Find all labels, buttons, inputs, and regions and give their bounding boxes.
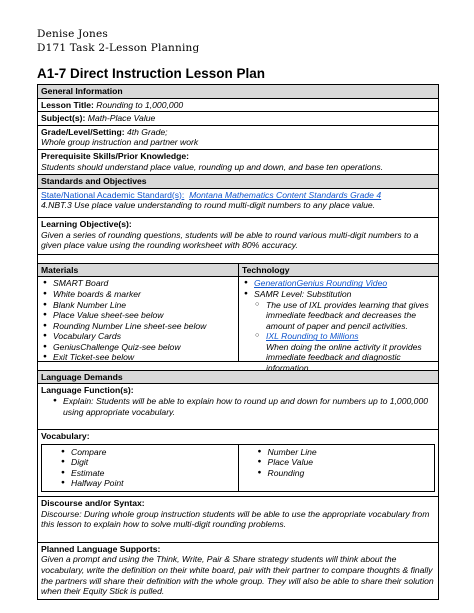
materials-technology-section [38,263,438,374]
list-item [242,278,435,289]
subject-value: Math-Place Value [87,113,156,124]
objective-label: Learning Objective(s): [41,218,132,229]
list-item: ● Vocabulary Cards [41,331,235,342]
list-item: ● Number Line [256,447,432,458]
vocabulary-label: Vocabulary: [41,431,90,442]
supports-row [38,543,438,599]
list-item: ● Digit [59,457,235,468]
language-function-list [51,396,435,417]
prereq-value: Students should understand place value, rounding up and down, and base ten operations. [41,161,384,172]
language-function-row [38,384,438,430]
vocabulary-left [42,445,239,491]
list-item: ● Halfway Point [59,478,235,489]
list-item: ● SMART Board [41,278,235,289]
list-item: ● Place Value sheet-see below [41,310,235,321]
vocabulary-table [41,444,435,492]
ixl-rounding-link[interactable]: IXL Rounding to Millions [266,331,359,342]
lesson-title-value: Rounding to 1,000,000 [96,99,184,110]
lesson-title-row [38,99,438,113]
language-function-label: Language Function(s): [41,385,134,396]
language-demands-header: Language Demands [38,370,438,385]
lesson-title-label: Lesson Title: [41,99,94,110]
list-item: ● Explain: Students will be able to explain how to round up and down for numbers up to 1,000,000 using appropriate vocabulary. [51,396,435,417]
vocabulary-row [38,430,438,497]
technology-column [239,264,438,374]
standards-row [38,189,438,218]
prereq-row [38,150,438,175]
list-item: immediate feedback and diagnostic information. [266,352,401,374]
list-item: immediate feedback and decreases the [266,310,417,321]
page-title: A1-7 Direct Instruction Lesson Plan [37,66,266,81]
objective-text: Given a series of rounding questions, students will be able to round various multi-digit numbers to a given place value using the rounding worksheet with 80% accuracy. [41,229,419,251]
list-item: ● White boards & marker [41,289,235,300]
discourse-label: Discourse and/or Syntax: [41,498,145,509]
prereq-label: Prerequisite Skills/Prior Knowledge: [41,150,190,161]
vocabulary-right [239,445,435,491]
discourse-text: Discourse: During whole group instruction students will be able to use the appropriate vocabulary from this lesson to explain how to solve multi-digit rounding problems. [41,508,430,530]
list-item: amount of paper and pencil activities. [266,320,408,331]
standards-header: Standards and Objectives [38,175,438,189]
list-item: ● Compare [59,447,235,458]
list-item: ● Rounding Number Line sheet-see below [41,321,235,332]
materials-header: Materials [38,264,238,278]
standard-text: 4.NBT.3 Use place value understanding to round multi-digit numbers to any place value. [41,200,376,211]
task-name: D171 Task 2-Lesson Planning [37,42,200,54]
list-item: ● Rounding [256,468,432,479]
list-item [242,331,435,342]
grade-label: Grade/Level/Setting: [41,126,125,137]
montana-standards-link[interactable]: Montana Mathematics Content Standards Grade 4 [189,189,382,200]
discourse-row [38,497,438,543]
grade-row [38,126,438,150]
standards-label-link[interactable]: State/National Academic Standard(s): [41,189,185,200]
list-item: ● Estimate [59,468,235,479]
list-item: ● SAMR Level: Substitution [242,289,435,300]
materials-column [38,264,239,361]
list-item: ○ The use of IXL provides learning that gives [242,300,435,311]
author-name: Denise Jones [37,28,108,40]
general-info-header: General Information [38,85,438,99]
supports-text: Given a prompt and using the Think, Write, Pair & Share strategy students will think about the vocabulary, write the definition on their white board, pair with their partner to compare thoughts & finally the partners will share their definition with the whole group. They will also be able to share their solution when their Equity Stick is pulled. [41,554,434,597]
objective-row [38,218,438,255]
lesson-plan-table [37,84,439,600]
generation-genius-link[interactable]: GenerationGenius Rounding Video [254,278,388,289]
list-item: ● Exit Ticket-see below [41,352,235,363]
subject-row [38,112,438,126]
list-item: When doing the online activity it provides [266,341,422,352]
list-item: ● Blank Number Line [41,300,235,311]
list-item: ● GeniusChallenge Quiz-see below [41,342,235,353]
technology-header: Technology [239,264,438,278]
subject-label: Subject(s): [41,113,86,124]
technology-list [239,277,438,374]
list-item: ● Place Value [256,457,432,468]
grade-value: 4th Grade; [126,126,168,137]
supports-label: Planned Language Supports: [41,543,161,554]
materials-list [38,277,238,364]
grade-setting: Whole group instruction and partner work [41,137,199,148]
